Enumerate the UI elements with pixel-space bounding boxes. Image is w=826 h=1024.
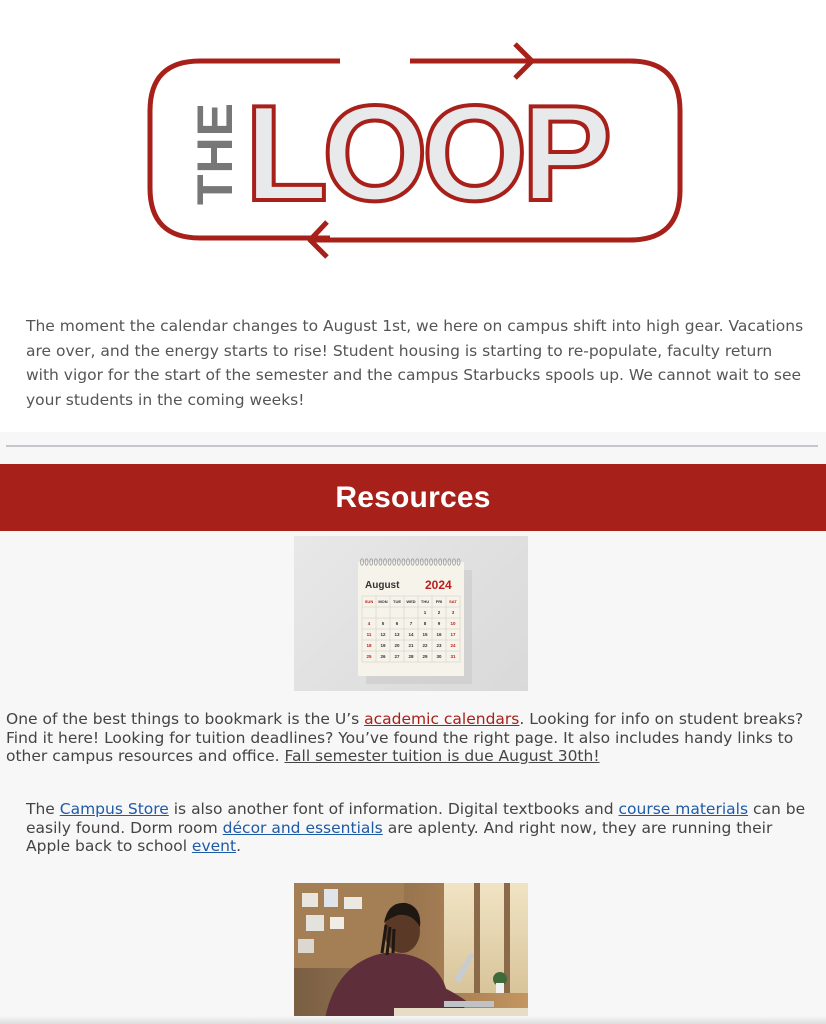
calendar-day: 26 xyxy=(380,654,386,659)
calendar-day: 20 xyxy=(394,643,400,648)
calendar-day: 19 xyxy=(380,643,386,648)
resources-content xyxy=(0,531,826,1024)
calendar-day: 5 xyxy=(381,621,385,626)
calendar-paragraph xyxy=(6,710,821,766)
calendar-weekday: FRI xyxy=(435,599,443,604)
calendar-weekday: SUN xyxy=(364,599,374,604)
calendar-day: 30 xyxy=(436,654,442,659)
calendar-day: 4 xyxy=(367,621,371,626)
logo-the-text: THE xyxy=(187,102,243,205)
campus-store-paragraph xyxy=(26,800,816,856)
calendar-weekday: WED xyxy=(406,599,416,604)
para1-text-pre: One of the best things to bookmark is the U’s xyxy=(6,710,365,728)
calendar-day: 8 xyxy=(423,621,427,626)
calendar-day: 27 xyxy=(394,654,400,659)
campus-store-link[interactable]: Campus Store xyxy=(59,800,169,818)
calendar-day: 7 xyxy=(409,621,413,626)
para2-text-4: are aplenty. And right now, they are running their Apple back to school xyxy=(26,818,773,855)
calendar-weekday: TUE xyxy=(393,599,401,604)
calendar-weekday: SAT xyxy=(449,599,457,604)
page-bottom-edge xyxy=(0,1016,826,1024)
para2-text-1: The xyxy=(26,800,60,818)
calendar-day: 18 xyxy=(366,643,372,648)
calendar-day: 25 xyxy=(366,654,372,659)
calendar-day: 6 xyxy=(395,621,399,626)
resources-heading: Resources xyxy=(335,480,491,514)
calendar-day: 29 xyxy=(422,654,428,659)
calendar-day: 28 xyxy=(408,654,414,659)
resources-banner xyxy=(0,464,826,531)
calendar-image-graphic xyxy=(294,536,528,691)
calendar-weekday: THU xyxy=(420,599,430,604)
event-link[interactable]: event xyxy=(191,837,237,855)
para2-text-2: is also another font of information. Digital textbooks and xyxy=(168,800,619,818)
calendar-month: August xyxy=(365,580,400,591)
section-spacer xyxy=(0,432,826,464)
student-photo-graphic xyxy=(294,883,528,1024)
calendar-day: 10 xyxy=(450,621,456,626)
decor-essentials-link[interactable]: décor and essentials xyxy=(222,818,383,837)
calendar-weekday: MON xyxy=(378,599,388,604)
student-studying-photo xyxy=(294,883,528,1024)
calendar-day: 13 xyxy=(394,632,400,637)
loop-logo-graphic xyxy=(0,0,826,290)
academic-calendars-link[interactable]: academic calendars xyxy=(364,710,520,728)
calendar-day: 2 xyxy=(437,610,441,615)
calendar-year: 2024 xyxy=(425,578,452,592)
calendar-day: 14 xyxy=(408,632,414,637)
calendar-day: 11 xyxy=(366,632,372,637)
the-loop-logo xyxy=(0,0,826,290)
calendar-day: 15 xyxy=(422,632,428,637)
calendar-day: 9 xyxy=(437,621,441,626)
calendar-day: 22 xyxy=(422,643,428,648)
calendar-day: 3 xyxy=(451,610,455,615)
calendar-day: 21 xyxy=(408,643,414,648)
calendar-photo xyxy=(294,536,528,691)
para1-text-mid: . Looking for info on student breaks? Find it here! Looking for tuition deadlines? You’ve found the right page. It also includes handy links to other campus resources and office. xyxy=(6,710,804,765)
para2-text-3: can be easily found. Dorm room xyxy=(26,800,806,837)
divider-line xyxy=(6,445,818,447)
course-materials-link[interactable]: course materials xyxy=(618,800,749,818)
calendar-day: 31 xyxy=(450,654,456,659)
calendar-day: 16 xyxy=(436,632,442,637)
calendar-day: 24 xyxy=(450,643,456,648)
intro-paragraph: The moment the calendar changes to August 1st, we here on campus shift into high gear. Vacations are over, and the energy starts to rise! Student housing is starting to re-populate, faculty return with vigor for the start of the semester and the campus Starbucks spools up. We cannot wait to see your students in the coming weeks! xyxy=(26,317,804,409)
tuition-due-notice: Fall semester tuition is due August 30th! xyxy=(284,747,600,765)
calendar-day: 17 xyxy=(450,632,456,637)
calendar-day: 12 xyxy=(380,632,386,637)
logo-loop-text: LOOP xyxy=(245,77,607,229)
calendar-day: 1 xyxy=(423,610,427,615)
para2-text-5: . xyxy=(236,837,242,855)
calendar-day: 23 xyxy=(436,643,442,648)
